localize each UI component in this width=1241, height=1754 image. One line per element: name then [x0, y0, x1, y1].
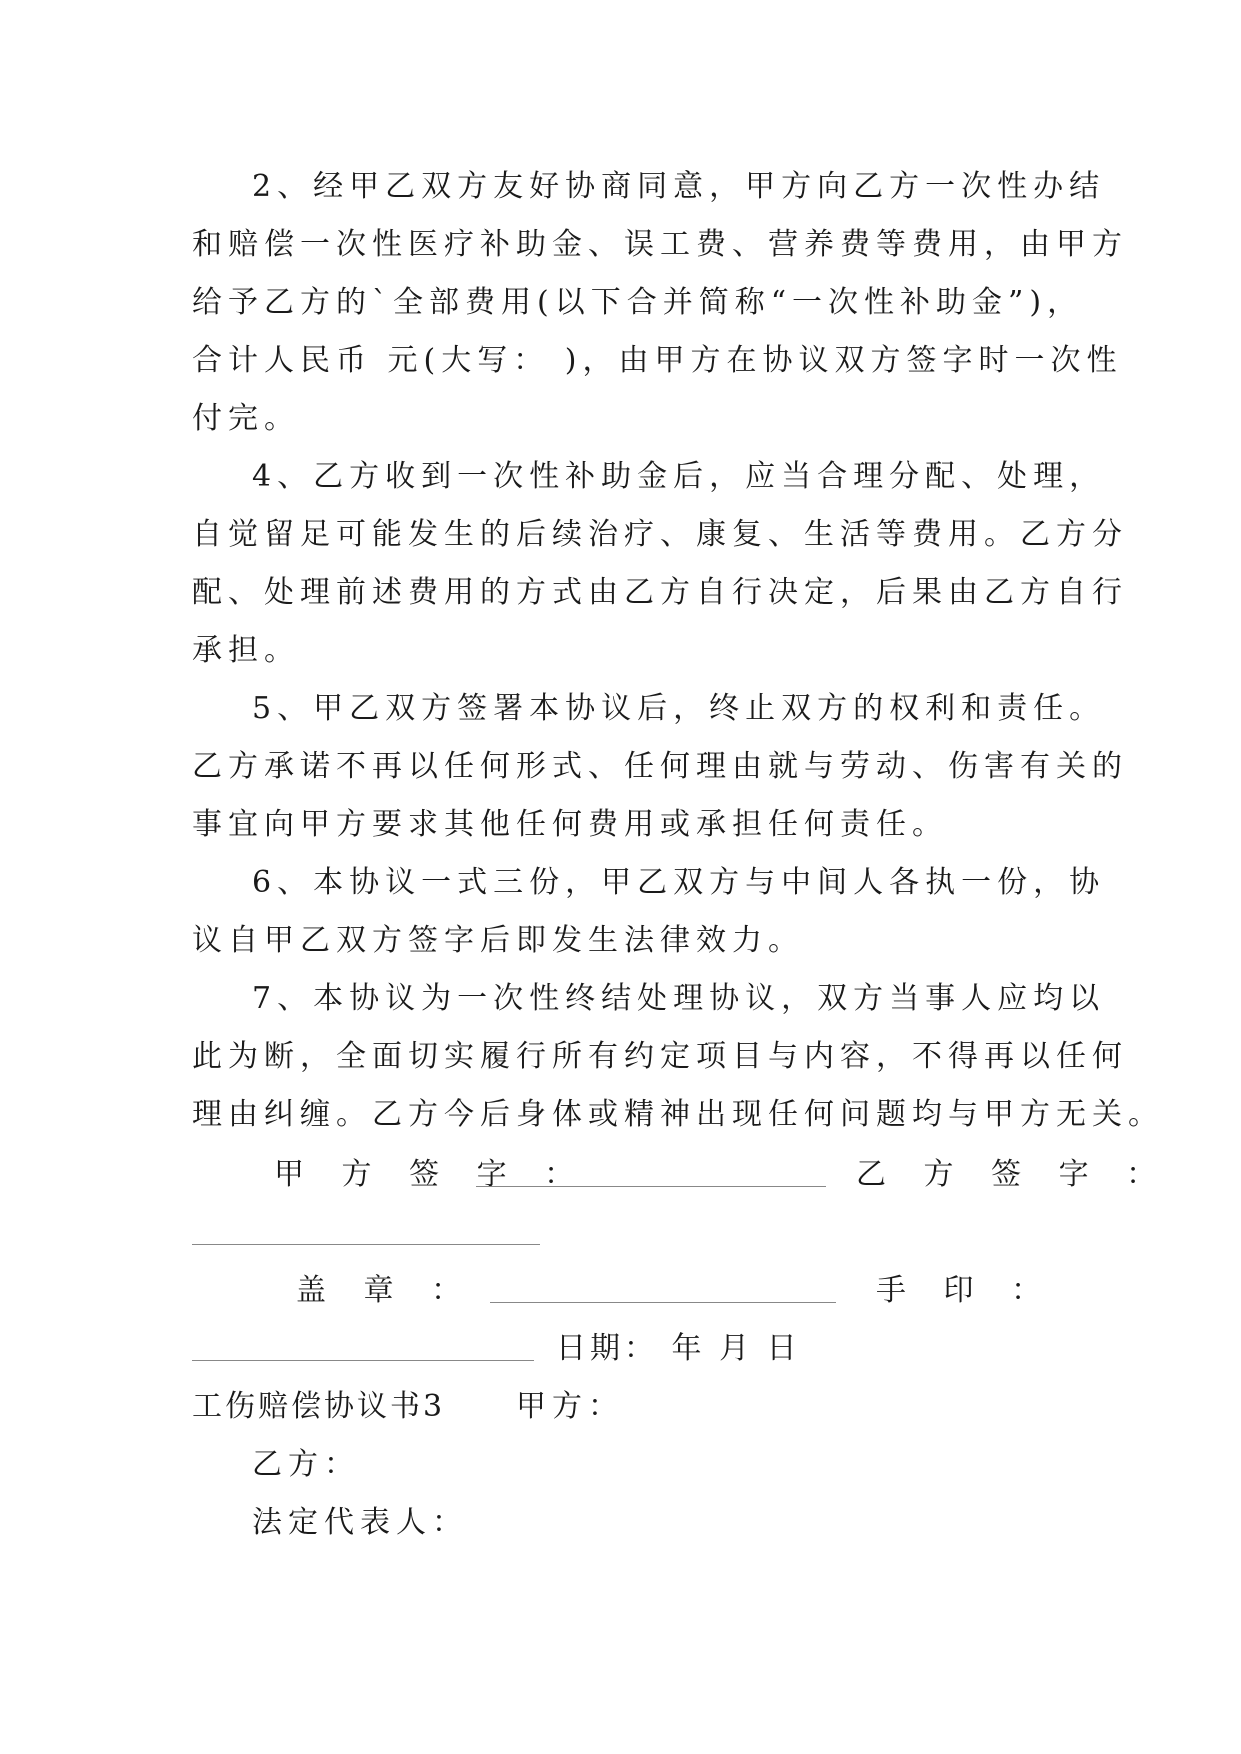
paragraph-5-line-1: 5、甲乙双方签署本协议后，终止双方的权利和责任。: [252, 691, 1106, 726]
paragraph-7-line-2: 此为断，全面切实履行所有约定项目与内容，不得再以任何: [192, 1039, 1128, 1074]
party-b-signature-line: [192, 1244, 540, 1245]
paragraph-6-line-2: 议自甲乙双方签字后即发生法律效力。: [192, 923, 804, 958]
party-a-signature-line: [476, 1186, 826, 1187]
paragraph-2-line-3: 给予乙方的`全部费用(以下合并简称“一次性补助金”)，: [192, 285, 1084, 320]
seal-line: [490, 1302, 836, 1303]
paragraph-6-line-1: 6、本协议一式三份，甲乙双方与中间人各执一份，协: [252, 865, 1106, 900]
date-label: 日期： 年 月 日: [556, 1331, 801, 1366]
paragraph-2-line-1: 2、经甲乙双方友好协商同意，甲方向乙方一次性办结: [252, 169, 1106, 204]
paragraph-4-line-3: 配、处理前述费用的方式由乙方自行决定，后果由乙方自行: [192, 575, 1128, 610]
paragraph-4-line-1: 4、乙方收到一次性补助金后，应当合理分配、处理，: [252, 459, 1106, 494]
next-document-title: 工伤赔偿协议书3: [192, 1389, 446, 1424]
fingerprint-line: [192, 1360, 534, 1361]
paragraph-5-line-3: 事宜向甲方要求其他任何费用或承担任何责任。: [192, 807, 948, 842]
paragraph-7-line-3: 理由纠缠。乙方今后身体或精神出现任何问题均与甲方无关。: [192, 1097, 1164, 1132]
next-party-a-label: 甲方：: [516, 1389, 624, 1424]
seal-label: 盖 章 ：: [296, 1273, 476, 1308]
party-b-signature-label: 乙 方 签 字 ：: [856, 1157, 1171, 1192]
paragraph-4-line-4: 承担。: [192, 633, 300, 668]
paragraph-7-line-1: 7、本协议为一次性终结处理协议，双方当事人应均以: [252, 981, 1106, 1016]
paragraph-2-line-4: 合计人民币 元(大写： )，由甲方在协议双方签字时一次性: [192, 343, 1123, 378]
next-party-b-label: 乙方：: [252, 1447, 360, 1482]
party-a-signature-label: 甲 方 签 字 ：: [274, 1157, 589, 1192]
fingerprint-label: 手 印 ：: [876, 1273, 1056, 1308]
paragraph-4-line-2: 自觉留足可能发生的后续治疗、康复、生活等费用。乙方分: [192, 517, 1128, 552]
paragraph-5-line-2: 乙方承诺不再以任何形式、任何理由就与劳动、伤害有关的: [192, 749, 1128, 784]
paragraph-2-line-2: 和赔偿一次性医疗补助金、误工费、营养费等费用，由甲方: [192, 227, 1128, 262]
next-legal-representative-label: 法定代表人：: [252, 1505, 468, 1540]
paragraph-2-line-5: 付完。: [192, 401, 300, 436]
